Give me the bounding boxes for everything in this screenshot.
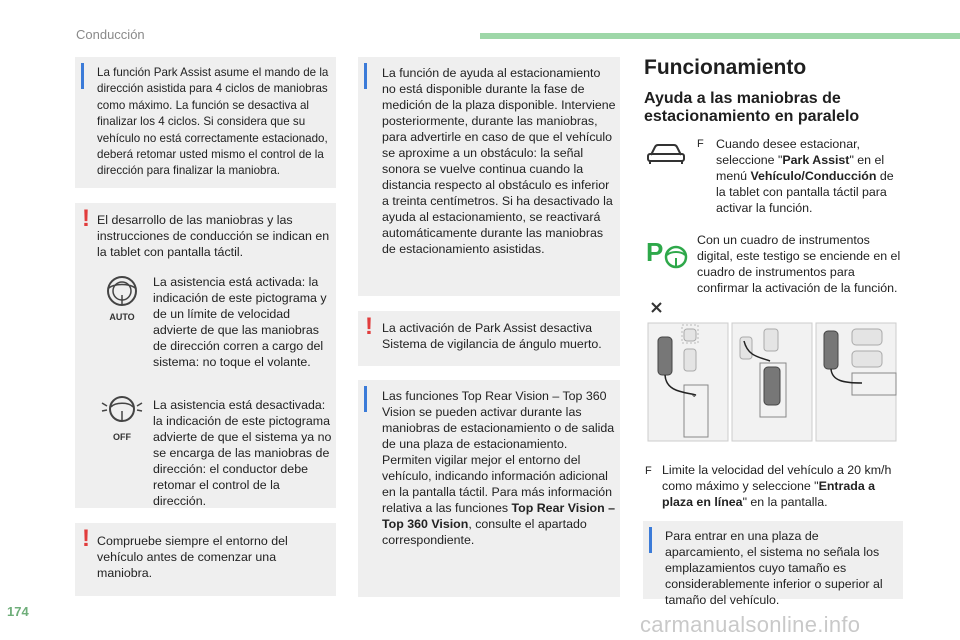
info-box-text: La función Park Assist asume el mando de la dirección asistida para 4 ciclos de maniobras como máximo. La función se desactiva al finalizar los 4 ciclos. Si considera que su vehículo no está correctamente estacionado, deberá retomar usted mismo el control de la dirección para finalizar la maniobra. <box>97 66 329 178</box>
info-box-park-assist <box>75 57 336 188</box>
alert-box-maneuvers <box>75 203 336 508</box>
alert-marker: ! <box>365 313 373 340</box>
steering-wheel-off-icon <box>101 393 143 427</box>
svg-text:⌄: ⌄ <box>690 389 699 400</box>
alert-box-bottom-text: Compruebe siempre el entorno del vehículo antes de comenzar una maniobra. <box>97 534 288 580</box>
page-number: 174 <box>7 604 29 619</box>
info-box-parking-space-text: Para entrar en una plaza de aparcamiento, el sistema no señala los emplazamientos cuyo tamaño es considerablemente inferior o superior al tamaño del vehículo. <box>665 529 883 607</box>
auto-label: AUTO <box>109 312 135 322</box>
info-marker <box>364 386 367 412</box>
alert-marker: ! <box>82 525 90 552</box>
info-box-parking-space-size <box>643 521 903 607</box>
step-bullet: F <box>697 138 704 150</box>
info-marker <box>364 63 367 89</box>
off-description: La asistencia está desactivada: la indicación de este pictograma advierte de que el sistema ya no se encarga de las maniobras de dirección: el conductor debe retomar el control de la dirección. <box>153 398 332 508</box>
alert-marker: ! <box>82 205 90 232</box>
alert-box-blind-spot <box>358 311 620 366</box>
park-assist-indicator-icon <box>646 237 688 271</box>
alert-box-check-surroundings <box>75 523 336 596</box>
car-front-icon <box>646 143 686 165</box>
page-title: Funcionamiento <box>644 56 807 79</box>
section-subtitle: Ayuda a las maniobras de estacionamiento en paralelo <box>644 90 860 125</box>
watermark: carmanualsonline.info <box>640 612 861 637</box>
step-speed-limit: Limite la velocidad del vehículo a 20 km/h como máximo y seleccione "Entrada a plaza en línea" en la pantalla. <box>662 463 892 509</box>
parallel-parking-diagram <box>644 297 899 444</box>
info-box-rear-vision-text: Las funciones Top Rear Vision – Top 360 Vision se pueden activar durante las maniobras de estacionamiento o de salida de una plaza de estacionamiento. Permiten vigilar mejor el entorno del vehículo, indicando información adicional en la pantalla táctil. Para más información relativa a las funciones Top Rear Vision – Top 360 Vision, consulte el apartado correspondiente. <box>382 389 616 547</box>
step-bullet: F <box>645 465 652 477</box>
info-marker <box>81 63 84 89</box>
info-box-rear-vision <box>358 380 620 597</box>
info-box-parking-aid-text: La función de ayuda al estacionamiento no está disponible durante la fase de medición de la plaza disponible. Interviene posteriormente, durante las maniobras, para advertirle en caso de que el vehículo se aproxime a un obstáculo: la señal sonora se vuelve continua cuando la distancia respecto al obstáculo es inferior a treinta centímetros. Si ha desactivado la ayuda al estacionamiento, se reactivará automáticamente durante las maniobras de estacionamiento asistidas. <box>382 66 616 256</box>
steering-wheel-auto-icon <box>103 275 141 309</box>
step-select-park-assist: Cuando desee estacionar, seleccione "Park Assist" en el menú Vehículo/Conducción de la tablet con pantalla táctil para activar la función. <box>716 137 894 215</box>
info-box-parking-aid <box>358 57 620 296</box>
step-indicator-text: Con un cuadro de instrumentos digital, este testigo se enciende en el cuadro de instrumentos para confirmar la activación de la función. <box>697 233 901 295</box>
info-marker <box>649 527 652 553</box>
alert-box-intro-text: El desarrollo de las maniobras y las instrucciones de conducción se indican en la tablet con pantalla táctil. <box>97 213 330 259</box>
auto-description: La asistencia está activada: la indicación de este pictograma y de un límite de velocidad advierte de que las maniobras de dirección corren a cargo del sistema: no toque el volante. <box>153 275 327 369</box>
section-header: Conducción <box>76 27 145 42</box>
header-accent-bar <box>480 33 960 39</box>
off-label: OFF <box>113 432 131 442</box>
svg-text:P: P <box>646 237 664 267</box>
alert-box-blind-spot-text: La activación de Park Assist desactiva Sistema de vigilancia de ángulo muerto. <box>382 321 602 351</box>
